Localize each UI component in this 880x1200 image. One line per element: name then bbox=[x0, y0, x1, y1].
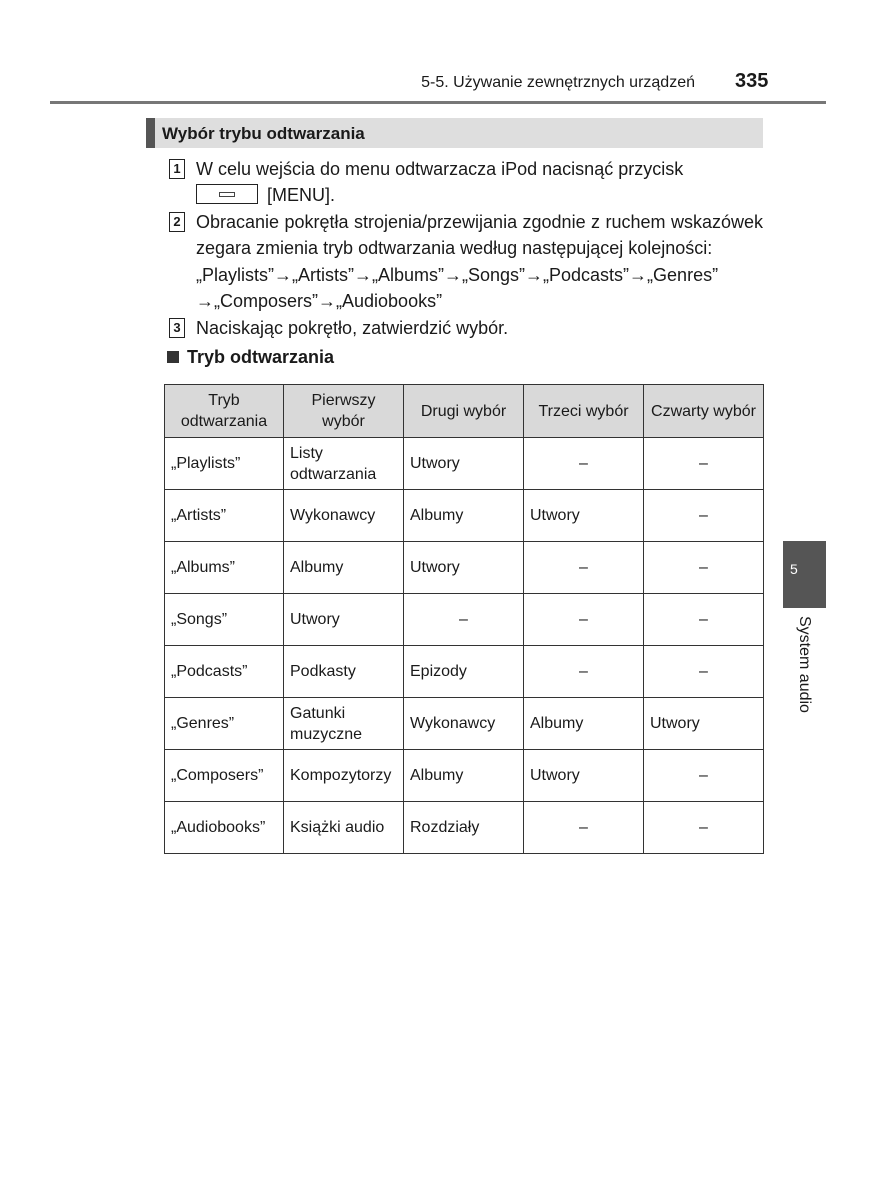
table-cell: – bbox=[644, 542, 764, 594]
header-cell: Trzeci wybór bbox=[524, 385, 644, 438]
table-cell: Wykonawcy bbox=[284, 490, 404, 542]
table-cell: Epizody bbox=[404, 646, 524, 698]
table-cell: Utwory bbox=[404, 542, 524, 594]
table-cell: „Songs” bbox=[165, 594, 284, 646]
mode-sequence-line-2: →„Composers”→„Audiobooks” bbox=[196, 291, 443, 311]
table-cell: „Genres” bbox=[165, 698, 284, 750]
table-cell: Albumy bbox=[404, 750, 524, 802]
table-cell: – bbox=[644, 646, 764, 698]
table-header-row bbox=[165, 385, 764, 438]
table-cell: Utwory bbox=[284, 594, 404, 646]
table-cell: – bbox=[644, 802, 764, 854]
table-subheading-text: Tryb odtwarzania bbox=[187, 347, 335, 367]
table-cell: „Composers” bbox=[165, 750, 284, 802]
step-2-text: Obracanie pokrętła strojenia/przewijania zgodnie z ruchem wskazówek zegara zmienia tryb odtwarzania według następującej kolejności: bbox=[196, 212, 763, 258]
header-cell: Tryb odtwarzania bbox=[165, 385, 284, 438]
table-cell: – bbox=[644, 490, 764, 542]
table-cell: „Playlists” bbox=[165, 438, 284, 490]
mode-sequence-line-1: „Playlists”→„Artists”→„Albums”→„Songs”→„Podcasts”→„Genres” bbox=[196, 265, 719, 285]
table-cell: – bbox=[644, 438, 764, 490]
step-1-text bbox=[196, 156, 763, 208]
table-cell: Gatunki muzyczne bbox=[284, 698, 404, 750]
table-cell: Albumy bbox=[284, 542, 404, 594]
step-number-1: 1 bbox=[169, 159, 185, 179]
table-cell: Utwory bbox=[404, 438, 524, 490]
table-row bbox=[165, 594, 764, 646]
playback-mode-table bbox=[164, 384, 764, 854]
page-number: 335 bbox=[735, 70, 769, 92]
step-2 bbox=[169, 209, 763, 261]
table-row bbox=[165, 646, 764, 698]
table-row bbox=[165, 438, 764, 490]
table-row bbox=[165, 698, 764, 750]
table-cell: – bbox=[644, 750, 764, 802]
table-cell: Książki audio bbox=[284, 802, 404, 854]
table-cell: – bbox=[524, 438, 644, 490]
table-cell: – bbox=[524, 802, 644, 854]
table-cell: – bbox=[404, 594, 524, 646]
step-1 bbox=[169, 156, 763, 208]
table-cell: Podkasty bbox=[284, 646, 404, 698]
table-subheading bbox=[167, 347, 334, 368]
table-cell: Albumy bbox=[524, 698, 644, 750]
table-cell: Utwory bbox=[644, 698, 764, 750]
table-cell: Rozdziały bbox=[404, 802, 524, 854]
chapter-tab bbox=[783, 541, 826, 608]
menu-button-icon bbox=[196, 184, 258, 204]
table-cell: – bbox=[524, 594, 644, 646]
table-cell: – bbox=[644, 594, 764, 646]
header-cell: Drugi wybór bbox=[404, 385, 524, 438]
table-cell: Albumy bbox=[404, 490, 524, 542]
chapter-number: 5 bbox=[790, 561, 798, 577]
step-3-text: Naciskając pokrętło, zatwierdzić wybór. bbox=[196, 318, 509, 338]
table-cell: – bbox=[524, 646, 644, 698]
header-title: 5-5. Używanie zewnętrznych urządzeń bbox=[421, 74, 695, 91]
header-cell: Pierwszy wybór bbox=[284, 385, 404, 438]
table-cell: Listy odtwarzania bbox=[284, 438, 404, 490]
step-3 bbox=[169, 315, 763, 341]
header-cell: Czwarty wybór bbox=[644, 385, 764, 438]
mode-sequence bbox=[196, 262, 763, 314]
section-heading-bar bbox=[146, 118, 763, 148]
square-bullet-icon bbox=[167, 351, 179, 363]
table-row bbox=[165, 490, 764, 542]
table-cell: Utwory bbox=[524, 490, 644, 542]
step-number-2: 2 bbox=[169, 212, 185, 232]
table-cell: „Audiobooks” bbox=[165, 802, 284, 854]
chapter-label: System audio bbox=[796, 616, 813, 713]
table-cell: „Albums” bbox=[165, 542, 284, 594]
step-1-text-after: [MENU]. bbox=[267, 185, 336, 205]
table-cell: „Podcasts” bbox=[165, 646, 284, 698]
header-divider bbox=[50, 101, 826, 104]
table-row bbox=[165, 750, 764, 802]
table-cell: Kompozytorzy bbox=[284, 750, 404, 802]
section-title: Wybór trybu odtwarzania bbox=[162, 124, 365, 143]
table-row bbox=[165, 802, 764, 854]
step-1-text-before: W celu wejścia do menu odtwarzacza iPod nacisnąć przycisk bbox=[196, 159, 684, 179]
table-cell: – bbox=[524, 542, 644, 594]
table-cell: „Artists” bbox=[165, 490, 284, 542]
step-number-3: 3 bbox=[169, 318, 185, 338]
table-cell: Wykonawcy bbox=[404, 698, 524, 750]
table-cell: Utwory bbox=[524, 750, 644, 802]
table-row bbox=[165, 542, 764, 594]
